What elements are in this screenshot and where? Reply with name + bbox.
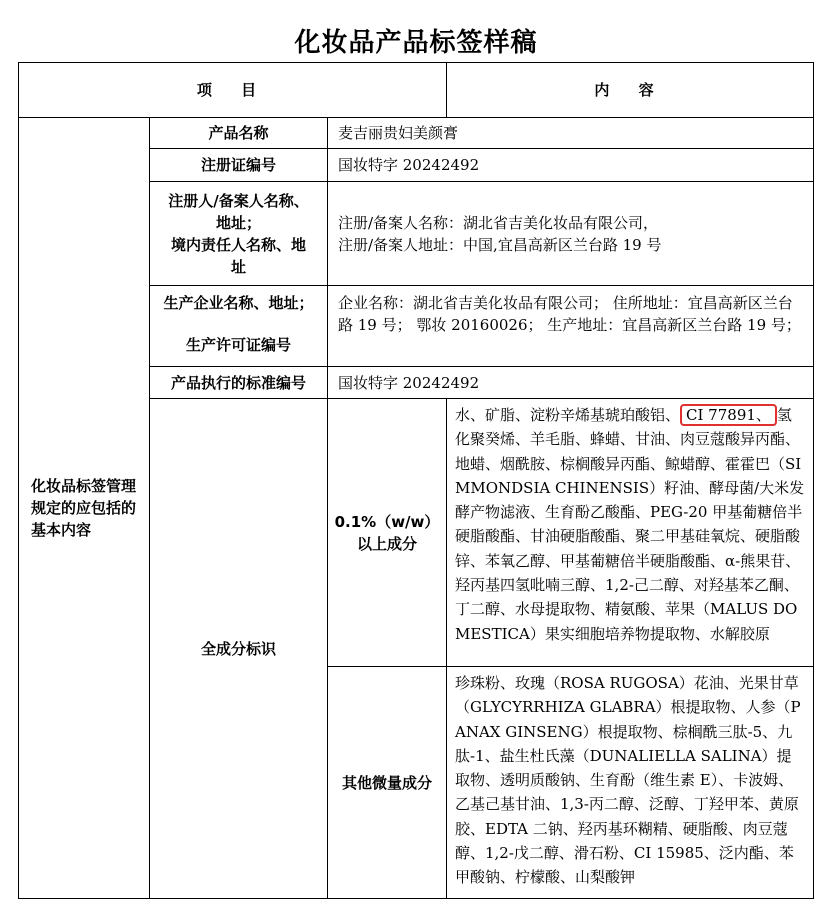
manufacturer-label — [150, 286, 328, 367]
trace-ingredients-label: 其他微量成分 — [328, 667, 447, 899]
product-name-label: 产品名称 — [150, 118, 328, 149]
registrant-label-line: 址 — [230, 257, 246, 276]
label-table — [18, 62, 814, 899]
highlighted-ingredient-ci77891: CI 77891、 — [680, 404, 777, 426]
registration-no-label: 注册证编号 — [150, 149, 328, 182]
trace-ingredients: 珍珠粉、玫瑰（ROSA RUGOSA）花油、光果甘草（GLYCYRRHIZA GLABRA）根提取物、人参（PANAX GINSENG）根提取物、棕榈酰三肽-5、九肽-1、盐生杜氏藻（DUNALIELLA SALINA）提取物、透明质酸钠、生育酚（维生素 E）、卡波姆、乙基己基甘油、1,3-丙二醇、泛醇、丁羟甲苯、黄原胶、EDTA 二钠、羟丙基环糊精、硬脂酸、肉豆蔻醇、1,2-戊二醇、滑石粉、CI 15985、泛内酯、苯甲酸钠、柠檬酸、山梨酸钾 — [447, 667, 814, 899]
section-label-text: 化妆品标签管理规定的应包括的基本内容 — [31, 477, 137, 539]
ingredients-text-pre: 水、矿脂、淀粉辛烯基琥珀酸铝、 — [455, 406, 681, 424]
registrant-label — [150, 182, 328, 286]
ingredients-label: 全成分标识 — [150, 399, 328, 899]
standard-no-label: 产品执行的标准编号 — [150, 367, 328, 399]
registrant-label-line: 地址； — [215, 213, 261, 232]
above-threshold-label — [328, 399, 447, 667]
manufacturer-value: 企业名称：湖北省吉美化妆品有限公司； 住所地址：宜昌高新区兰台路 19 号； 鄂妆 20160026； 生产地址：宜昌高新区兰台路 19 号； — [328, 286, 814, 367]
header-row — [19, 63, 814, 118]
row-product-name — [19, 118, 814, 149]
above-threshold-ingredients — [447, 399, 814, 667]
registrant-label-line: 境内责任人名称、地 — [170, 235, 306, 254]
product-name-value: 麦吉丽贵妇美颜膏 — [328, 118, 814, 149]
manufacturer-label-line: 生产许可证编号 — [185, 336, 291, 354]
registrant-label-line: 注册人/备案人名称、 — [168, 191, 309, 210]
above-threshold-label-line: 以上成分 — [356, 534, 417, 553]
ingredients-text-post: 氢化聚癸烯、羊毛脂、蜂蜡、甘油、肉豆蔻酸异丙酯、地蜡、烟酰胺、棕榈酸异丙酯、鲸蜡醇、霍霍巴（SIMMONDSIA CHINENSIS）籽油、酵母菌/大米发酵产物滤液、生育酚乙酸酯、PEG-20 甲基葡糖倍半硬脂酸酯、甘油硬脂酸酯、聚二甲基硅氧烷、硬脂酸锌、苯氧乙醇、甲基葡糖倍半硬脂酸酯、α-熊果苷、羟丙基四氢吡喃三醇、1,2-己二醇、对羟基苯乙酮、丁二醇、水母提取物、精氨酸、苹果（MALUS DOMESTICA）果实细胞培养物提取物、水解胶原 — [455, 406, 805, 643]
header-content: 内 容 — [447, 63, 814, 118]
registration-no-value: 国妆特字 20242492 — [328, 149, 814, 182]
standard-no-value: 国妆特字 20242492 — [328, 367, 814, 399]
document-title: 化妆品产品标签样稿 — [294, 28, 538, 58]
header-item: 项 目 — [19, 63, 447, 118]
manufacturer-label-line: 生产企业名称、地址； — [163, 294, 314, 312]
above-threshold-label-line: 0.1%（w/w） — [334, 512, 440, 531]
registrant-value — [328, 182, 814, 286]
section-label — [19, 118, 150, 899]
registrant-value-line: 注册/备案人地址：中国,宜昌高新区兰台路 19 号 — [338, 235, 662, 254]
registrant-value-line: 注册/备案人名称：湖北省吉美化妆品有限公司， — [338, 213, 659, 232]
